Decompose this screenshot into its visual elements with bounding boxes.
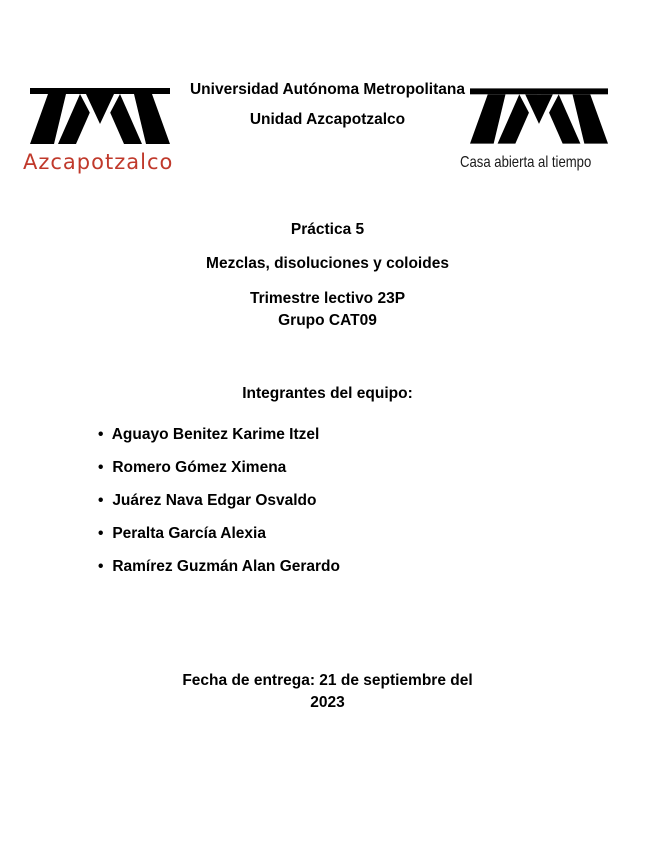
member-name: Peralta García Alexia bbox=[112, 525, 266, 542]
practice-number: Práctica 5 bbox=[290, 221, 365, 238]
team-heading: Integrantes del equipo: bbox=[242, 385, 413, 402]
logo-caption-casa-abierta: Casa abierta al tiempo bbox=[460, 154, 592, 171]
list-item: • Peralta García Alexia bbox=[98, 525, 266, 542]
list-item: • Juárez Nava Edgar Osvaldo bbox=[98, 492, 317, 509]
uam-logo-icon bbox=[30, 88, 170, 144]
logo-caption-azcapotzalco: Azcapotzalco bbox=[23, 150, 174, 174]
uam-azcapotzalco-logo bbox=[30, 88, 170, 144]
member-name: Aguayo Benitez Karime Itzel bbox=[111, 426, 320, 443]
university-name: Universidad Autónoma Metropolitana bbox=[189, 81, 465, 98]
member-name: Ramírez Guzmán Alan Gerardo bbox=[112, 558, 340, 575]
delivery-date-line2: 2023 bbox=[310, 694, 345, 711]
member-name: Juárez Nava Edgar Osvaldo bbox=[112, 492, 317, 509]
list-item: • Romero Gómez Ximena bbox=[98, 459, 287, 476]
list-item: • Ramírez Guzmán Alan Gerardo bbox=[98, 558, 340, 575]
team-members-list bbox=[98, 424, 340, 589]
practice-title: Mezclas, disoluciones y coloides bbox=[206, 255, 449, 272]
delivery-date-line1: Fecha de entrega: 21 de septiembre del bbox=[182, 672, 473, 689]
list-item: • Aguayo Benitez Karime Itzel bbox=[98, 426, 320, 443]
term: Trimestre lectivo 23P bbox=[249, 290, 406, 307]
member-name: Romero Gómez Ximena bbox=[112, 459, 287, 476]
unit-name: Unidad Azcapotzalco bbox=[249, 111, 406, 128]
group: Grupo CAT09 bbox=[278, 312, 377, 329]
